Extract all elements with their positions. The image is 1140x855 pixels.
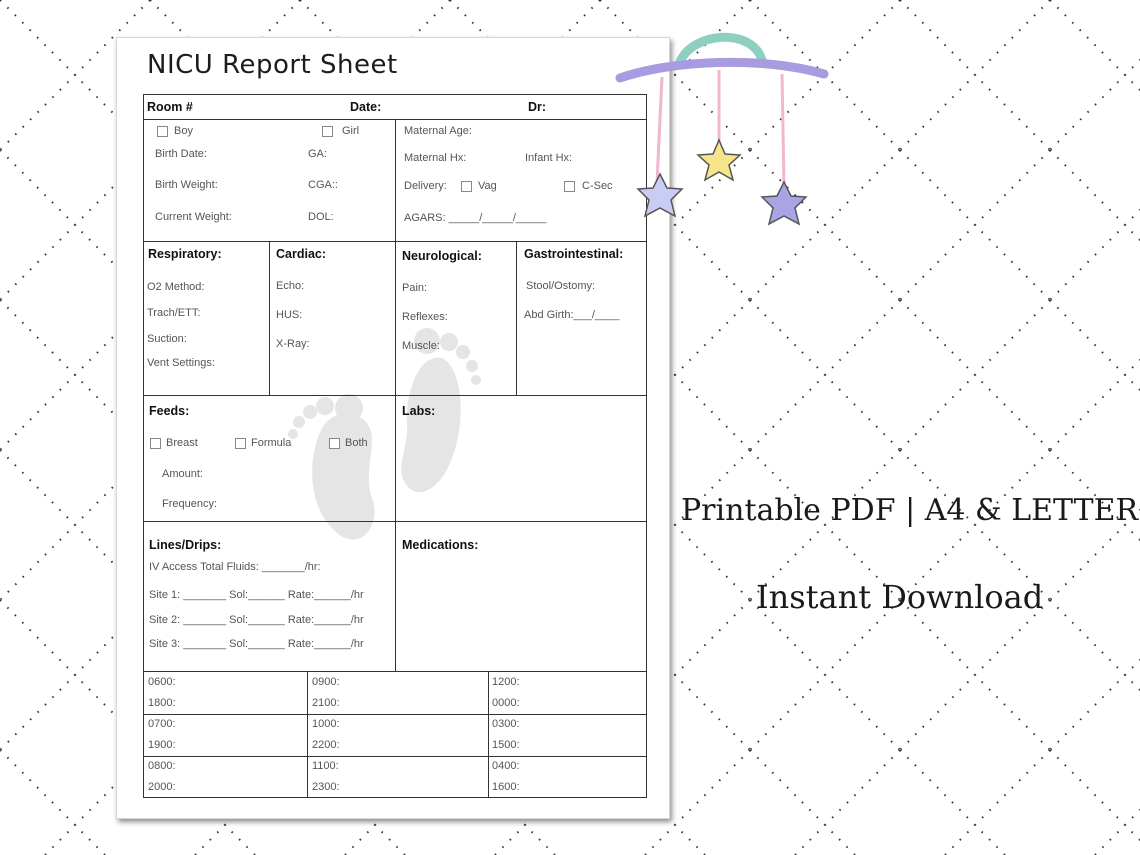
infant-hx-label: Infant Hx: bbox=[525, 152, 573, 164]
boy-checkbox[interactable] bbox=[157, 126, 168, 137]
time-label: 1200: bbox=[492, 676, 520, 688]
apgars-label: AGARS: _____/_____/_____ bbox=[404, 212, 547, 224]
respiratory-heading: Respiratory: bbox=[148, 247, 222, 261]
both-checkbox[interactable] bbox=[329, 438, 340, 449]
site-3-label: Site 3: _______ Sol:______ Rate:______/hr bbox=[149, 638, 364, 650]
time-label: 1500: bbox=[492, 739, 520, 751]
csec-label: C-Sec bbox=[582, 180, 613, 192]
instant-download-text: Instant Download bbox=[756, 578, 1044, 616]
birth-date-label: Birth Date: bbox=[155, 148, 207, 160]
frequency-label: Frequency: bbox=[162, 498, 218, 510]
time-label: 1100: bbox=[312, 760, 339, 772]
csec-checkbox[interactable] bbox=[564, 181, 575, 192]
xray-label: X-Ray: bbox=[276, 338, 310, 350]
dol-label: DOL: bbox=[308, 211, 334, 223]
feeds-heading: Feeds: bbox=[149, 404, 190, 418]
girl-checkbox[interactable] bbox=[322, 126, 333, 137]
boy-label: Boy bbox=[174, 125, 193, 137]
time-label: 1000: bbox=[312, 718, 340, 730]
formula-checkbox[interactable] bbox=[235, 438, 246, 449]
iv-access-label: IV Access Total Fluids: _______/hr: bbox=[149, 561, 321, 573]
amount-label: Amount: bbox=[162, 468, 203, 480]
report-grid bbox=[143, 94, 647, 798]
lines-drips-heading: Lines/Drips: bbox=[149, 538, 222, 552]
time-label: 0900: bbox=[312, 676, 340, 688]
pain-label: Pain: bbox=[402, 282, 428, 294]
breast-checkbox[interactable] bbox=[150, 438, 161, 449]
room-label: Room # bbox=[147, 100, 193, 114]
time-label: 1800: bbox=[148, 697, 176, 709]
o2-method-label: O2 Method: bbox=[147, 281, 205, 293]
ga-label: GA: bbox=[308, 148, 327, 160]
vag-label: Vag bbox=[478, 180, 497, 192]
time-label: 2200: bbox=[312, 739, 340, 751]
site-1-label: Site 1: _______ Sol:______ Rate:______/hr bbox=[149, 589, 364, 601]
both-label: Both bbox=[345, 437, 368, 449]
cga-label: CGA:: bbox=[308, 179, 338, 191]
time-label: 0600: bbox=[148, 676, 176, 688]
girl-label: Girl bbox=[342, 125, 360, 137]
printable-pdf-text: Printable PDF | A4 & LETTER bbox=[681, 493, 1139, 528]
time-label: 2100: bbox=[312, 697, 340, 709]
time-label: 0000: bbox=[492, 697, 520, 709]
time-label: 2000: bbox=[148, 781, 176, 793]
time-label: 0800: bbox=[148, 760, 176, 772]
delivery-label: Delivery: bbox=[404, 180, 447, 192]
maternal-hx-label: Maternal Hx: bbox=[404, 152, 467, 164]
time-label: 0700: bbox=[148, 718, 176, 730]
birth-weight-label: Birth Weight: bbox=[155, 179, 218, 191]
reflexes-label: Reflexes: bbox=[402, 311, 448, 323]
time-label: 0300: bbox=[492, 718, 520, 730]
vag-checkbox[interactable] bbox=[461, 181, 472, 192]
stool-ostomy-label: Stool/Ostomy: bbox=[526, 280, 596, 292]
medications-heading: Medications: bbox=[402, 538, 479, 552]
date-label: Date: bbox=[350, 100, 382, 114]
current-weight-label: Current Weight: bbox=[155, 211, 232, 223]
time-label: 1900: bbox=[148, 739, 176, 751]
time-label: 0400: bbox=[492, 760, 520, 772]
abd-girth-label: Abd Girth:___/____ bbox=[524, 309, 620, 321]
site-2-label: Site 2: _______ Sol:______ Rate:______/hr bbox=[149, 614, 364, 626]
suction-label: Suction: bbox=[147, 333, 187, 345]
hus-label: HUS: bbox=[276, 309, 303, 321]
gastrointestinal-heading: Gastrointestinal: bbox=[524, 247, 624, 261]
maternal-age-label: Maternal Age: bbox=[404, 125, 472, 137]
trach-label: Trach/ETT: bbox=[147, 307, 201, 319]
echo-label: Echo: bbox=[276, 280, 305, 292]
formula-label: Formula bbox=[251, 437, 292, 449]
time-label: 2300: bbox=[312, 781, 340, 793]
doctor-label: Dr: bbox=[528, 100, 547, 114]
neurological-heading: Neurological: bbox=[402, 249, 482, 263]
sheet-title: NICU Report Sheet bbox=[147, 50, 398, 80]
report-sheet bbox=[116, 37, 670, 819]
cardiac-heading: Cardiac: bbox=[276, 247, 327, 261]
muscle-label: Muscle: bbox=[402, 340, 440, 352]
baby-mobile-illustration bbox=[612, 22, 832, 237]
time-label: 1600: bbox=[492, 781, 520, 793]
labs-heading: Labs: bbox=[402, 404, 436, 418]
vent-settings-label: Vent Settings: bbox=[147, 357, 215, 369]
breast-label: Breast bbox=[166, 437, 198, 449]
